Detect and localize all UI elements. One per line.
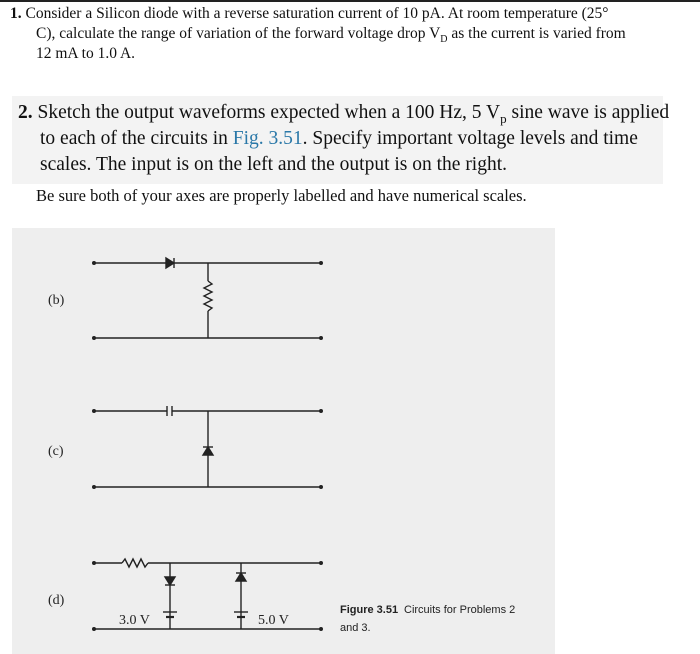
problem-2-line-3: scales. The input is on the left and the output is on the right. (40, 154, 508, 175)
problem-1-text-2: C), calculate the range of variation of the forward voltage drop V (36, 25, 441, 42)
problem-1-text-2-end: as the current is varied from (447, 25, 626, 42)
caption-line-1: Circuits for Problems 2 (404, 604, 516, 616)
problem-1-line-1 (10, 5, 608, 23)
problem-2-text-2-end: . Specify important voltage levels and time (302, 128, 638, 149)
circuit-diagrams (12, 228, 555, 654)
problem-1-line-3: 12 mA to 1.0 A. (36, 45, 136, 62)
source-label-5v: 5.0 V (258, 613, 289, 628)
problem-2 (12, 96, 670, 184)
problem-1 (0, 0, 700, 62)
figure-3-51 (12, 228, 555, 654)
problem-2-line-1 (18, 102, 669, 127)
shunt-diode-d1 (165, 577, 175, 585)
problem-2-number: 2. (18, 102, 33, 123)
label-d: (d) (48, 593, 65, 608)
source-label-3v: 3.0 V (119, 613, 150, 628)
shunt-diode-c (203, 447, 213, 455)
caption-title: Figure 3.51 (340, 604, 399, 616)
figure-reference-link[interactable]: Fig. 3.51 (232, 128, 303, 149)
series-resistor-d (122, 559, 148, 567)
problem-1-text-1: Consider a Silicon diode with a reverse saturation current of 10 pA. At room temperature (25° (25, 5, 609, 22)
problem-1-line-2 (36, 25, 626, 45)
label-c: (c) (48, 444, 64, 459)
caption-line-2: and 3. (340, 622, 371, 634)
problem-1-subscript: D (440, 34, 448, 46)
circuit-b (94, 258, 321, 338)
problem-1-number: 1. (10, 5, 22, 22)
problem-2-line-2 (40, 128, 638, 150)
shunt-resistor-b (204, 281, 212, 311)
problem-2-text-1-end: sine wave is applied (506, 102, 670, 123)
series-diode-b (166, 258, 174, 268)
shunt-diode-d2 (236, 573, 246, 581)
label-b: (b) (48, 293, 65, 308)
instruction-note: Be sure both of your axes are properly labelled and have numerical scales. (36, 186, 527, 205)
problem-2-subscript: p (500, 110, 507, 126)
problem-2-text-1: Sketch the output waveforms expected when a 100 Hz, 5 V (37, 102, 501, 123)
problem-2-text-2: to each of the circuits in (40, 128, 233, 149)
circuit-c (94, 406, 321, 487)
